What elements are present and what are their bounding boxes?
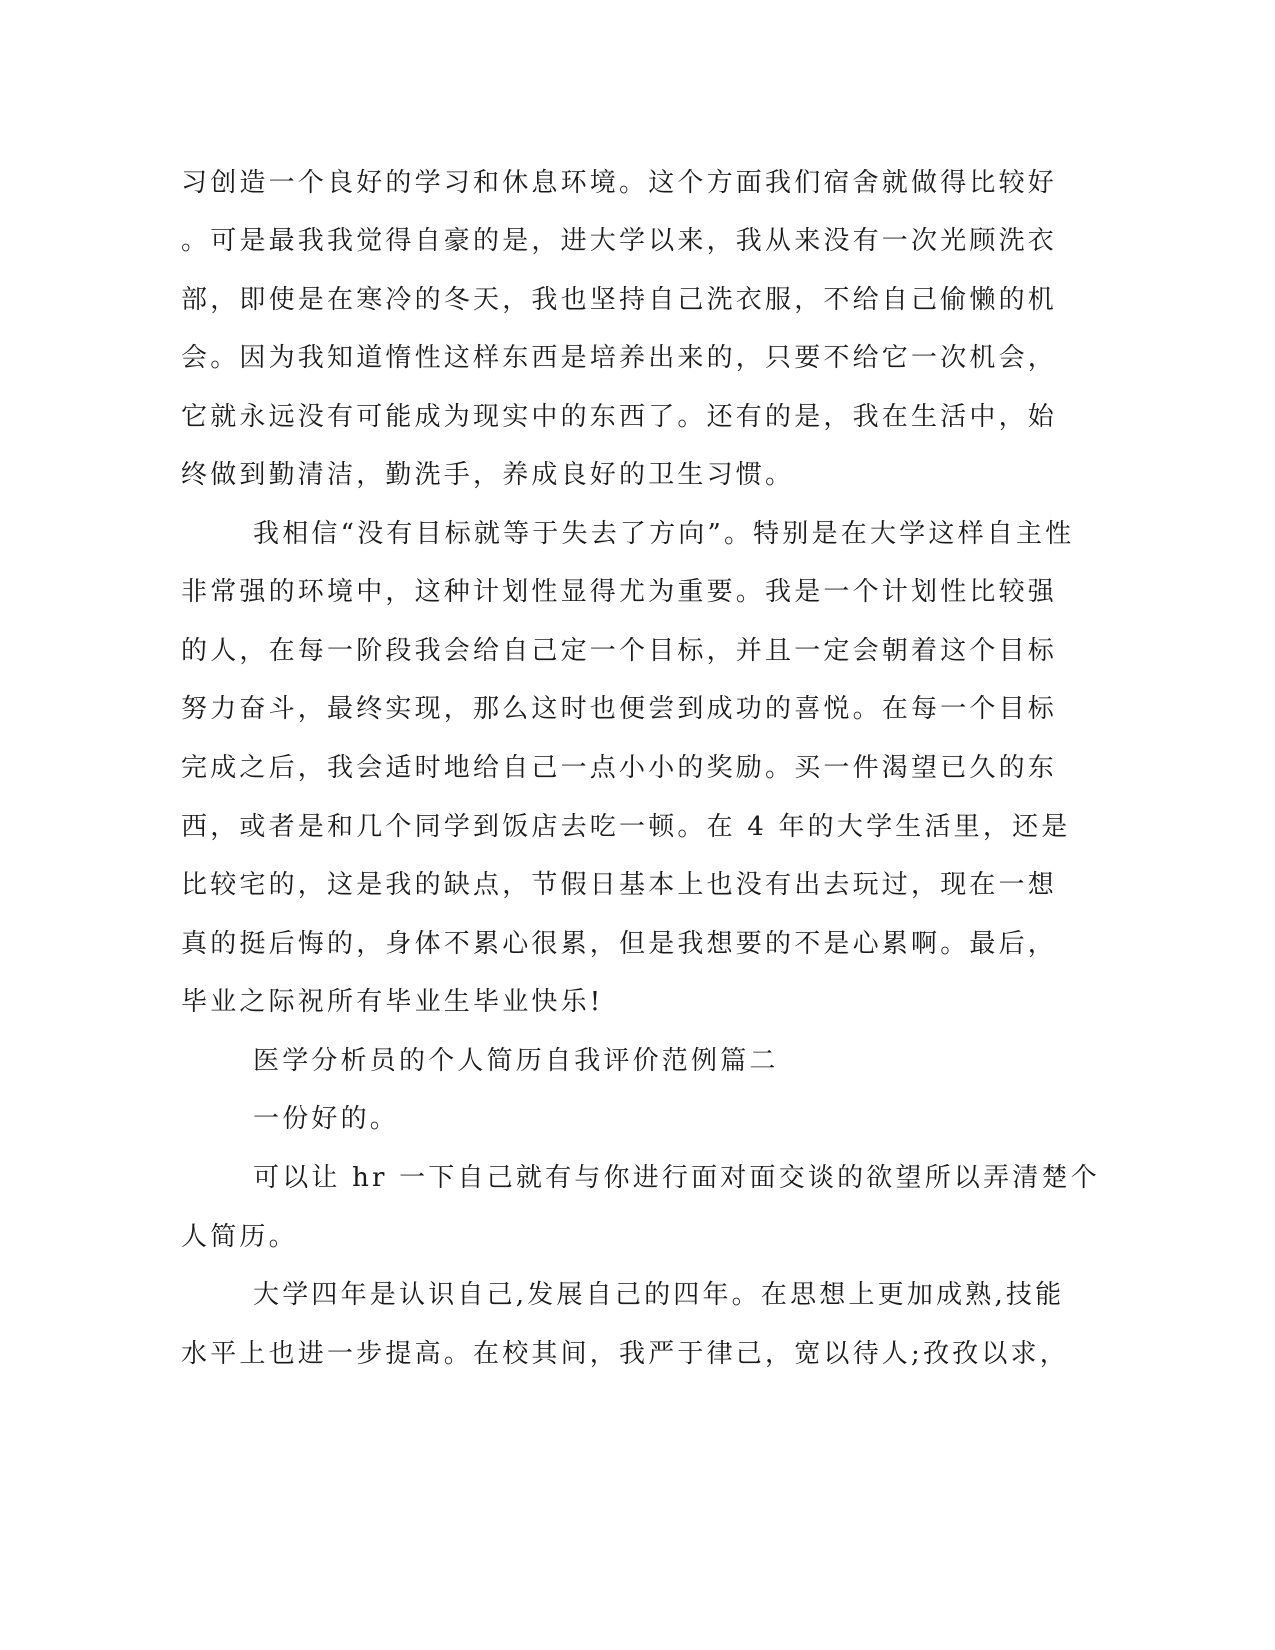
text-line: 的人，在每一阶段我会给自己定一个目标，并且一定会朝着这个目标 bbox=[181, 636, 1058, 666]
text-line: 会。因为我知道惰性这样东西是培养出来的，只要不给它一次机会， bbox=[181, 343, 1058, 373]
text-line: 西，或者是和几个同学到饭店去吃一顿。在 4 年的大学生活里，还是 bbox=[181, 812, 1071, 842]
text-line: 习创造一个良好的学习和休息环境。这个方面我们宿舍就做得比较好 bbox=[181, 168, 1058, 198]
text-line: 它就永远没有可能成为现实中的东西了。还有的是，我在生活中，始 bbox=[181, 402, 1058, 432]
text-line: 完成之后，我会适时地给自己一点小小的奖励。买一件渴望已久的东 bbox=[181, 753, 1058, 783]
text-line: 比较宅的，这是我的缺点，节假日基本上也没有出去玩过，现在一想 bbox=[181, 870, 1058, 900]
paragraph-first-line: 我相信“没有目标就等于失去了方向”。特别是在大学这样自主性 bbox=[253, 519, 1075, 549]
text-line: 部，即使是在寒冷的冬天，我也坚持自己洗衣服，不给自己偷懒的机 bbox=[181, 285, 1058, 315]
section-heading: 医学分析员的个人简历自我评价范例篇二 bbox=[253, 1046, 779, 1076]
text-line: 人简历。 bbox=[181, 1222, 298, 1252]
paragraph-first-line: 大学四年是认识自己,发展自己的四年。在思想上更加成熟,技能 bbox=[253, 1280, 1065, 1310]
text-line: 毕业之际祝所有毕业生毕业快乐! bbox=[181, 987, 604, 1017]
text-line: 终做到勤清洁，勤洗手，养成良好的卫生习惯。 bbox=[181, 460, 795, 490]
paragraph-first-line: 可以让 hr 一下自己就有与你进行面对面交谈的欲望所以弄清楚个 bbox=[253, 1163, 1100, 1193]
paragraph-first-line: 一份好的。 bbox=[253, 1104, 400, 1134]
text-line: 水平上也进一步提高。在校其间，我严于律己，宽以待人;孜孜以求， bbox=[181, 1339, 1069, 1369]
text-line: 非常强的环境中，这种计划性显得尤为重要。我是一个计划性比较强 bbox=[181, 577, 1058, 607]
text-line: 真的挺后悔的，身体不累心很累，但是我想要的不是心累啊。最后， bbox=[181, 929, 1058, 959]
text-line: 努力奋斗，最终实现，那么这时也便尝到成功的喜悦。在每一个目标 bbox=[181, 694, 1058, 724]
text-line: 。可是最我我觉得自豪的是，进大学以来，我从来没有一次光顾洗衣 bbox=[181, 226, 1058, 256]
